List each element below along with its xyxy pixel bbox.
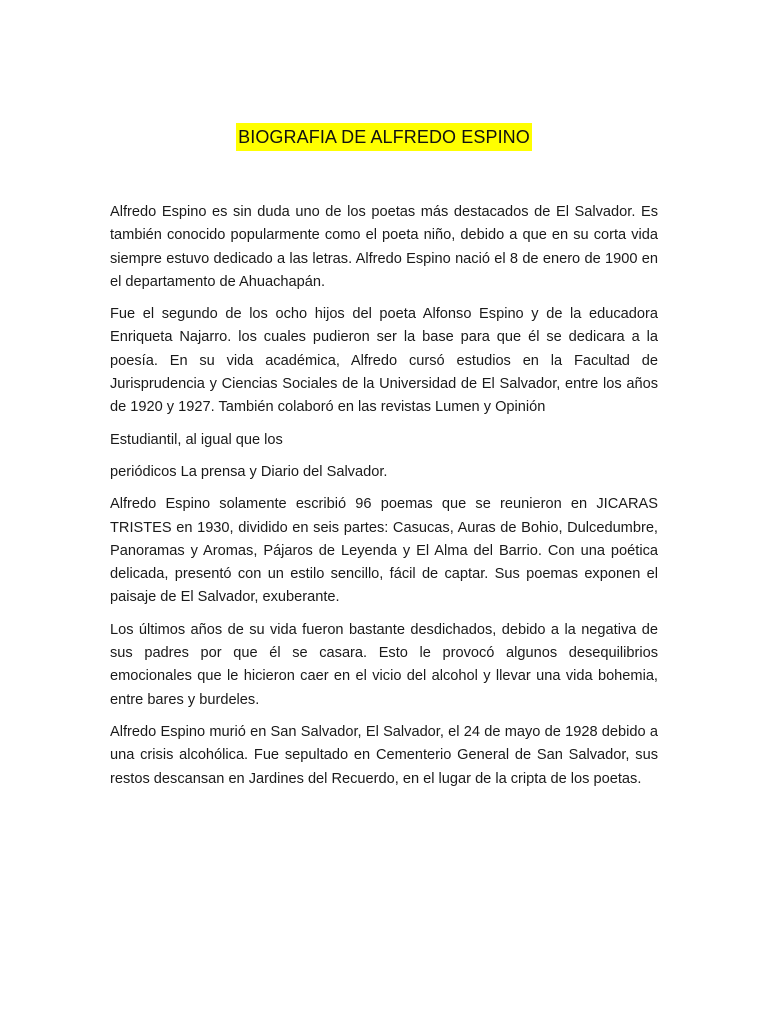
document-title: BIOGRAFIA DE ALFREDO ESPINO: [236, 123, 532, 151]
paragraph-last-years: Los últimos años de su vida fueron bastante desdichados, debido a la negativa de sus padres por que él se casara. Esto le provocó algunos desequilibrios emocionales que le hicieron caer en el vicio del alcohol y llevar una vida bohemia, entre bares y burdeles.: [110, 621, 658, 708]
paragraph-death: Alfredo Espino murió en San Salvador, El Salvador, el 24 de mayo de 1928 debido a una crisis alcohólica. Fue sepultado en Cementerio General de San Salvador, sus restos descansan en Jardines del Recuerdo, en el lugar de la cripta de los poetas.: [110, 723, 658, 787]
paragraph-intro: Alfredo Espino es sin duda uno de los poetas más destacados de El Salvador. Es también conocido popularmente como el poeta niño, debido a que en su corta vida siempre estuvo dedicado a las letras. Alfredo Espino nació el 8 de enero de 1900 en el departamento de Ahuachapán.: [110, 204, 658, 290]
paragraph-periodicos: periódicos La prensa y Diario del Salvador.: [110, 463, 388, 480]
paragraph-estudiantil: Estudiantil, al igual que los: [110, 431, 283, 448]
paragraph-family-education: Fue el segundo de los ocho hijos del poeta Alfonso Espino y de la educadora Enriqueta Najarro. los cuales pudieron ser la base para que él se dedicara a la poesía. En su vida académica, Alfredo cursó estudios en la Facultad de Jurisprudencia y Ciencias Sociales de la Universidad de El Salvador, entre los años de 1920 y 1927. También colaboró en las revistas Lumen y Opinión: [110, 306, 658, 416]
title-container: [0, 123, 768, 151]
document-body: [110, 201, 658, 800]
paragraph-poems: Alfredo Espino solamente escribió 96 poemas que se reunieron en JICARAS TRISTES en 1930, dividido en seis partes: Casucas, Auras de Bohio, Dulcedumbre, Panoramas y Aromas, Pájaros de Leyenda y El Alma del Barrio. Con una poética delicada, presentó con un estilo sencillo, fácil de captar. Sus poemas exponen el paisaje de El Salvador, exuberante.: [110, 496, 658, 606]
